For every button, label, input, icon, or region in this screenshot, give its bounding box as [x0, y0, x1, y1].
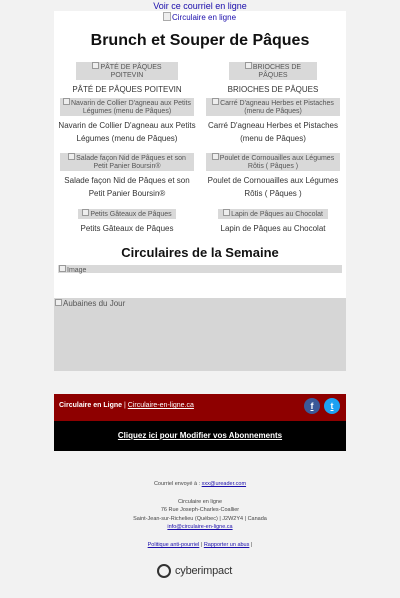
facebook-icon[interactable]: f: [304, 398, 320, 414]
product-card[interactable]: [204, 98, 342, 145]
deals-image[interactable]: Aubaines du Jour: [54, 298, 346, 371]
product-image[interactable]: Carré D'agneau Herbes et Pistaches (menu de Pâques): [206, 98, 340, 116]
product-card[interactable]: [204, 209, 342, 235]
org-name: Circulaire en ligne: [177, 499, 223, 505]
address-line-1: 76 Rue Joseph-Charles-Coallier: [160, 507, 240, 513]
product-card[interactable]: [58, 153, 196, 200]
page-title: Brunch et Souper de Pâques: [90, 32, 310, 49]
product-image[interactable]: PÂTÉ DE PÂQUES POITEVIN: [76, 62, 178, 80]
product-caption: PÂTÉ DE PÂQUES POITEVIN: [72, 85, 182, 94]
product-caption: Salade façon Nid de Pâques et son Petit Panier Boursin®: [64, 176, 190, 198]
broken-image-icon: [82, 209, 89, 216]
sent-to-line: Courriel envoyé à : xxx@ureader.com: [153, 481, 247, 487]
product-image[interactable]: Poulet de Cornouailles aux Légumes Rôtis ( Pâques ): [206, 153, 340, 171]
policy-links: Politique anti-pourriel | Rapporter un abus |: [147, 542, 253, 548]
footer-brand: Circulaire en Ligne: [59, 402, 123, 409]
product-caption: BRIOCHES DE PÂQUES: [227, 85, 319, 94]
product-card[interactable]: [58, 209, 196, 235]
manage-subscriptions-button[interactable]: Cliquez ici pour Modifier vos Abonnements: [54, 421, 346, 451]
cyberimpact-logo[interactable]: cyberimpact: [157, 562, 247, 580]
contact-email: [0, 523, 400, 532]
contact-email-link[interactable]: info@circulaire-en-ligne.ca: [167, 524, 233, 530]
view-online-link[interactable]: Voir ce courriel en ligne: [153, 1, 247, 11]
product-image[interactable]: Navarin de Collier D'agneau aux Petits Légumes (menu de Pâques): [60, 98, 194, 116]
email-content: [54, 11, 346, 298]
footer-brand-line: Circulaire en Ligne | Circulaire-en-ligne.ca: [59, 402, 194, 409]
broken-image-icon: [163, 12, 171, 21]
product-card[interactable]: [58, 98, 196, 145]
product-image[interactable]: Lapin de Pâques au Chocolat: [218, 209, 328, 219]
broken-image-icon: [63, 98, 70, 105]
report-abuse-link[interactable]: Rapporter un abus: [203, 542, 250, 548]
product-image[interactable]: Petits Gâteaux de Pâques: [78, 209, 176, 219]
product-card[interactable]: [204, 153, 342, 200]
product-caption: Carré D'agneau Herbes et Pistaches (menu de Pâques): [207, 121, 339, 143]
footer-site-link[interactable]: Circulaire-en-ligne.ca: [127, 402, 194, 409]
footer-bar: [54, 394, 346, 421]
product-caption: Petits Gâteaux de Pâques: [80, 224, 174, 233]
cyberimpact-icon: [157, 564, 171, 578]
product-image[interactable]: BRIOCHES DE PÂQUES: [229, 62, 317, 80]
product-caption: Navarin de Collier D'agneau aux Petits Légumes (menu de Pâques): [58, 121, 196, 143]
broken-image-icon: [223, 209, 230, 216]
broken-image-icon: [212, 98, 219, 105]
product-card[interactable]: [204, 62, 342, 96]
broken-image-icon: [92, 62, 99, 69]
sent-to-email-link[interactable]: xxx@ureader.com: [201, 481, 247, 487]
product-card[interactable]: [58, 62, 196, 96]
product-image[interactable]: Salade façon Nid de Pâques et son Petit Panier Boursin®: [60, 153, 194, 171]
address-line-2: Saint-Jean-sur-Richelieu (Québec) | J2W2Y4 | Canada: [133, 516, 267, 522]
section-title: Circulaires de la Semaine: [121, 245, 279, 260]
flyer-image[interactable]: Image: [58, 265, 342, 273]
broken-image-icon: [212, 153, 219, 160]
broken-image-icon: [55, 299, 62, 306]
twitter-icon[interactable]: t: [324, 398, 340, 414]
anti-spam-policy-link[interactable]: Politique anti-pourriel: [147, 542, 200, 548]
logo-image[interactable]: Circulaire en ligne: [163, 12, 243, 22]
product-caption: Poulet de Cornouailles aux Légumes Rôtis ( Pâques ): [207, 176, 339, 198]
broken-image-icon: [245, 62, 252, 69]
broken-image-icon: [68, 153, 75, 160]
product-caption: Lapin de Pâques au Chocolat: [220, 224, 326, 233]
broken-image-icon: [59, 265, 66, 272]
